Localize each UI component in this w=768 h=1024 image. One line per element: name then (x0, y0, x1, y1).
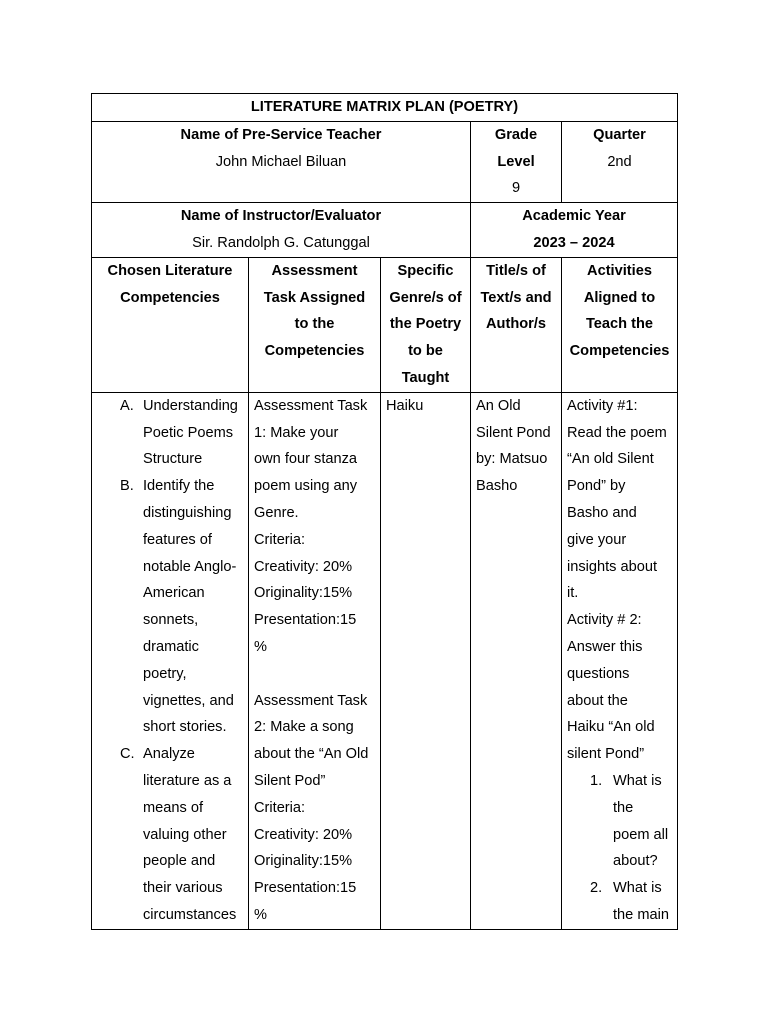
header-line: to the (294, 316, 335, 333)
header-line: Teach the (585, 316, 654, 333)
assessment-cell (249, 392, 381, 929)
text-line: distinguishing (143, 504, 232, 521)
text-line: % (254, 906, 267, 923)
text-line: % (254, 638, 267, 655)
quarter-value: 2nd (607, 153, 632, 170)
teacher-cell (92, 121, 471, 202)
text-line: Basho and (567, 504, 637, 521)
list-marker: B. (120, 478, 134, 495)
text-line: features of (143, 531, 212, 548)
text-line: Pond” by (567, 478, 626, 495)
text-line: Originality:15% (254, 853, 353, 870)
text-line: Presentation:15 (254, 612, 357, 629)
grade-label-line2: Level (497, 153, 535, 170)
text-line: the main (613, 906, 669, 923)
grade-label-line1: Grade (494, 126, 538, 143)
title-row (92, 94, 678, 122)
teacher-name: John Michael Biluan (215, 153, 347, 170)
text-line: questions (567, 665, 630, 682)
text-line: American (143, 585, 205, 602)
text-line: Activity # 2: (567, 612, 642, 629)
title-author-cell (471, 392, 562, 929)
content-row (92, 392, 678, 929)
text-line: insights about (567, 558, 658, 575)
text-line: about? (613, 853, 658, 870)
text-line: Assessment Task (254, 397, 368, 414)
text-line: by: Matsuo (476, 451, 548, 468)
text-line: Identify the (143, 478, 215, 495)
header-line: Activities (587, 262, 652, 279)
header-line: Competencies (264, 343, 365, 360)
header-titles (471, 257, 562, 392)
assessment-task-2 (254, 688, 375, 929)
literature-matrix-table (91, 93, 678, 930)
text-line: Analyze (143, 746, 195, 763)
header-line: Author/s (486, 316, 546, 333)
academic-year-value: 2023 – 2024 (533, 234, 615, 251)
text-line: means of (143, 799, 204, 816)
text-line: poetry, (143, 665, 187, 682)
text-line: Criteria: (254, 799, 306, 816)
activity-question-item (567, 875, 672, 929)
header-line: Specific (397, 262, 454, 279)
instructor-cell (92, 203, 471, 258)
instructor-name: Sir. Randolph G. Catunggal (192, 234, 370, 251)
text-line: people and (143, 853, 216, 870)
text-line: own four stanza (254, 451, 358, 468)
grade-cell (471, 121, 562, 202)
header-activities (562, 257, 678, 392)
competency-item (97, 473, 243, 741)
text-line: silent Pond” (567, 746, 645, 763)
list-marker: A. (120, 397, 134, 414)
grade-value: 9 (511, 180, 521, 197)
header-line: Assessment (271, 262, 358, 279)
text-line: poem all (613, 826, 669, 843)
genre-cell (381, 392, 471, 929)
header-line: Competencies (569, 343, 670, 360)
header-line: Competencies (120, 289, 220, 306)
text-line: 2: Make a song (254, 719, 354, 736)
text-line: Basho (476, 478, 518, 495)
text-line: 1: Make your (254, 424, 339, 441)
header-line: to be (408, 343, 443, 360)
column-header-row (92, 257, 678, 392)
matrix-title: LITERATURE MATRIX PLAN (POETRY) (92, 94, 678, 122)
header-line: the Poetry (389, 316, 462, 333)
text-line: Answer this (567, 638, 643, 655)
header-line: Chosen Literature (107, 262, 233, 279)
competency-item (97, 393, 243, 473)
text-line: notable Anglo- (143, 558, 237, 575)
academic-year-cell (471, 203, 678, 258)
competencies-cell (92, 392, 249, 929)
text-line: poem using any (254, 478, 358, 495)
text-line: short stories. (143, 719, 227, 736)
paragraph-gap (254, 661, 375, 688)
list-marker: C. (120, 746, 135, 763)
text-line: literature as a (143, 772, 232, 789)
text-line: sonnets, (143, 612, 199, 629)
teacher-label: Name of Pre-Service Teacher (180, 126, 382, 143)
text-line: Presentation:15 (254, 880, 357, 897)
teacher-row (92, 121, 678, 202)
text-line: about the (567, 692, 628, 709)
header-line: Text/s and (480, 289, 552, 306)
text-line: Assessment Task (254, 692, 368, 709)
text-line: Read the poem (567, 424, 667, 441)
header-assessment (249, 257, 381, 392)
list-marker: 1. (590, 772, 603, 789)
text-line: Understanding (143, 397, 238, 414)
text-line: Haiku “An old (567, 719, 655, 736)
list-marker: 2. (590, 880, 603, 897)
text-line: Silent Pond (476, 424, 551, 441)
text-line: Creativity: 20% (254, 558, 353, 575)
text-line: Criteria: (254, 531, 306, 548)
text-line: it. (567, 585, 579, 602)
instructor-label: Name of Instructor/Evaluator (180, 208, 382, 225)
header-line: Taught (401, 369, 450, 386)
text-line: An Old (476, 397, 521, 414)
text-line: about the “An Old (254, 746, 369, 763)
header-genre (381, 257, 471, 392)
header-line: Aligned to (583, 289, 656, 306)
quarter-cell (562, 121, 678, 202)
header-competencies (92, 257, 249, 392)
text-line: Genre. (254, 504, 299, 521)
competency-item (97, 741, 243, 929)
text-line: Activity #1: (567, 397, 638, 414)
assessment-task-1 (254, 393, 375, 661)
competency-list (97, 393, 243, 929)
text-line: their various (143, 880, 223, 897)
text-line: Poetic Poems (143, 424, 234, 441)
activities-cell (562, 392, 678, 929)
text-line: give your (567, 531, 627, 548)
text-line: the (613, 799, 634, 816)
header-line: Title/s of (486, 262, 546, 279)
text-line: “An old Silent (567, 451, 654, 468)
header-line: Task Assigned (263, 289, 366, 306)
text-line: What is (613, 880, 662, 897)
activity-question-item (567, 768, 672, 875)
academic-year-label: Academic Year (522, 208, 626, 225)
text-line: Structure (143, 451, 203, 468)
text-line: valuing other (143, 826, 227, 843)
text-line: Silent Pod” (254, 772, 326, 789)
text-line: What is (613, 772, 662, 789)
instructor-row (92, 203, 678, 258)
activity-question-list (567, 768, 672, 929)
text-line: Originality:15% (254, 585, 353, 602)
header-line: Genre/s of (389, 289, 462, 306)
quarter-label: Quarter (593, 126, 646, 143)
genre-value: Haiku (386, 397, 424, 414)
text-line: dramatic (143, 638, 199, 655)
text-line: Creativity: 20% (254, 826, 353, 843)
text-line: circumstances (143, 906, 237, 923)
text-line: vignettes, and (143, 692, 234, 709)
